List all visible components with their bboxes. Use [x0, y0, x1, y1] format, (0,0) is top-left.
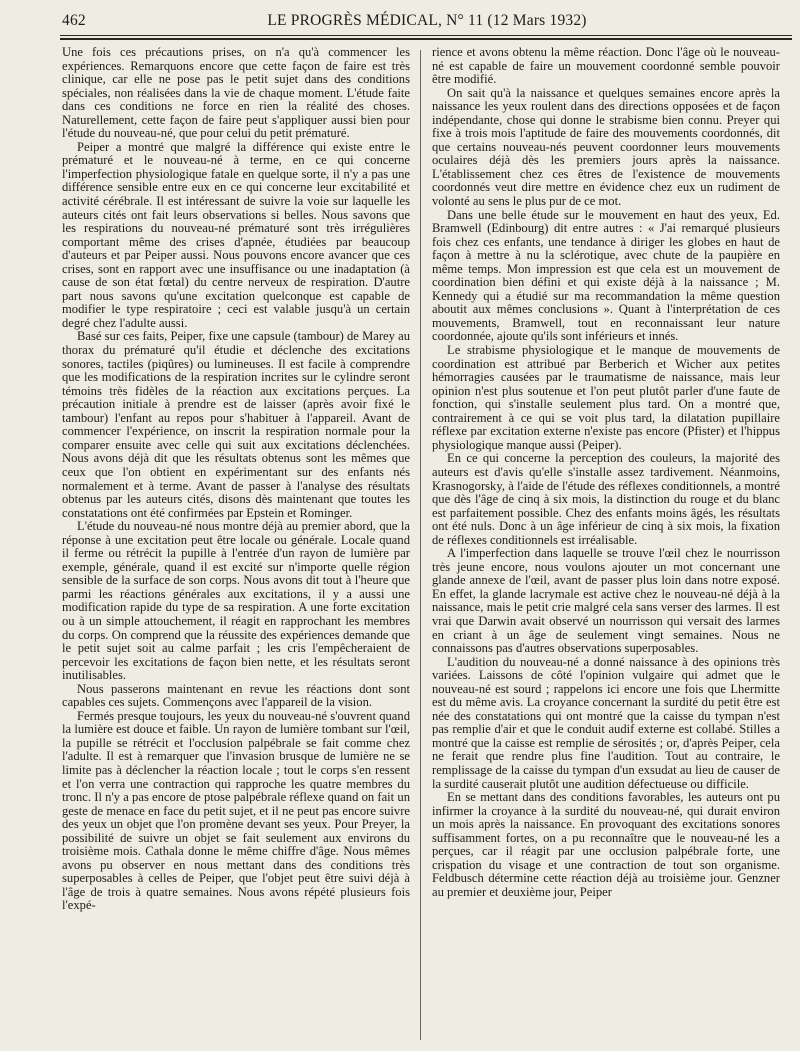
paragraph: Peiper a montré que malgré la différence qui existe entre le prématuré et le nouveau-né à terme, en ce qui concerne l'imperfection physiologique fatale en quelque sorte, il n'y a pas une différence sensible entre eux en ce qui concerne leur excitabilité et activité cérébrale. Il est intéressant de suivre la voie sur laquelle les auteurs cités ont fait leurs observations si belles. Nous savons que les respirations du nouveau-né prématuré sont très irrégulières comportant même des crises d'apnée, étudiées par beaucoup d'auteurs et par Peiper aussi. Nous pouvons encore avancer que ces crises, sont en rapport avec une insuffisance ou une inadaptation (à cause de son état fœtal) du centre nerveux de respiration. D'autre part nous savons qu'une excitation quelconque est capable de modifier le type respiratoire ; ceci est valable jusqu'à un certain degré chez l'adulte aussi. — [62, 139, 410, 330]
paragraph: Basé sur ces faits, Peiper, fixe une capsule (tambour) de Marey au thorax du prématuré qu'il étudie et déclenche des excitations sonores, tactiles (piqûres) ou lumineuses. Il est facile à comprendre que les modifications de la respiration incrites sur le cylindre seront témoins très fidèles de la réaction aux excitations perçues. La précaution initiale à prendre est de laisser (après avoir fixé le tambour) l'enfant au repos pour s'habituer à l'appareil. Avant de commencer l'expérience, on inscrit la respiration normale pour la comparer ensuite avec celle qui suit aux excitations déclenchées. Nous avons déjà dit que les résultats obtenus sont les mêmes que ceux que l'on obtient en expérimentant sur des enfants nés normalement et à terme. Avant de passer à l'analyse des résultats obtenus par les auteurs cités, disons dès maintenant que toutes les constatations ont été confirmées par Epstein et Rominger. — [62, 329, 410, 520]
header-rule-thin — [60, 35, 792, 36]
page-header — [62, 12, 792, 34]
header-rule-thick — [60, 38, 792, 40]
paragraph: En ce qui concerne la perception des couleurs, la majorité des auteurs est d'avis qu'elle s'installe assez tardivement. Néanmoins, Krasnogorsky, à l'aide de l'étude des réflexes conditionnels, a montré que dès l'âge de cinq à six mois, la distinction du rouge et du blanc est parfaitement possible. Chez des enfants moins âgés, les résultats ont été nuls. Donc à un âge inférieur de cinq à six mois, la fixation de réflexes conditionnels est irréalisable. — [432, 451, 780, 547]
paragraph: Fermés presque toujours, les yeux du nouveau-né s'ouvrent quand la lumière est douce et faible. Un rayon de lumière tombant sur l'œil, la pupille se rétrécit et l'occlusion palpébrale se fait comme chez l'adulte. Il est à remarquer que l'invasion brusque de lumière ne se limite pas à déclencher la réaction locale ; tout le corps s'en ressent et l'on verra une contraction qui rapproche les quatre membres du tronc. Il n'y a pas encore de ptose palpébrale réflexe quand on fait un geste de menace en face du petit sujet, et il ne peut pas encore suivre des yeux un objet que l'on promène devant ses yeux. Pour Preyer, la possibilité de suivre un objet se fait seulement aux environs du troisième mois. Cathala donne le même chiffre d'âge. Nous mêmes avons pu observer en nous mettant dans des conditions très superposables à celles de Peiper, que l'objet peut être suivi déjà à l'âge de trois à quatre semaines. Nous avons répété plusieurs fois l'expé- — [62, 708, 410, 913]
paragraph: Dans une belle étude sur le mouvement en haut des yeux, Ed. Bramwell (Edinbourg) dit entre autres : « J'ai remarqué plusieurs fois chez ces enfants, une tendance à diriger les globes en haut de façon à mettre à nu la sclérotique, avec chute de la paupière en même temps. Mon impression est que cela est un mouvement de coordination bien défini et qui existe déjà à la naissance ; M. Kennedy qui a étudié sur ma recommandation la même question aboutit aux mêmes conclusions ». Quant à l'interprétation de ces mouvements, Bramwell, tout en reconnaissant leur nature coordonnée, ajoute qu'ils sont inférieurs et innés. — [432, 207, 780, 344]
paragraph: L'étude du nouveau-né nous montre déjà au premier abord, que la réponse à une excitation peut être locale ou générale. Locale quand il ferme ou rétrécit la pupille à l'entrée d'un rayon de lumière par exemple, générale, quand il est excité sur n'importe quelle région sensible de la surface de son corps. Nous avons dit tout à l'heure que parmi les réactions générales aux excitations, il y a aussi une modification rapide du type de sa respiration. A une forte excitation ou à un simple attouchement, il réagit en rapprochant les membres du corps. On comprend que la réussite des expériences demande que le petit sujet soit au calme parfait ; les cris l'empêcheraient de percevoir les excitations de façon bien nette, et les résultats seront inutilisables. — [62, 519, 410, 683]
paragraph: En se mettant dans des conditions favorables, les auteurs ont pu infirmer la croyance à la surdité du nouveau-né, qui durait environ un mois après la naissance. En provoquant des excitations sonores suffisamment fortes, on a pu reconnaître que le nouveau-né les a perçues, car il réagit par une occlusion palpébrale forte, une crispation du visage et une contraction de tout son organisme. Feldbusch détermine cette réaction déjà au troisième jour. Genzner au premier et deuxième jour, Peiper — [432, 790, 780, 899]
paragraph: A l'imperfection dans laquelle se trouve l'œil chez le nourrisson très jeune encore, nous voulons ajouter un mot concernant une glande annexe de l'œil, avant de passer plus loin dans notre exposé. En effet, la glande lacrymale est active chez le nouveau-né déjà à la naissance, mais le petit crie malgré cela sans verser des larmes. Il est vrai que Darwin avait observé un nourrisson qui versait des larmes en criant à un âge de seulement vingt semaines. Nous ne connaissons pas d'autres observations superposables. — [432, 546, 780, 656]
column-divider — [420, 50, 421, 1040]
page-number: 462 — [62, 12, 86, 29]
paragraph: L'audition du nouveau-né a donné naissance à des opinions très variées. Laissons de côté l'opinion vulgaire qui admet que le nouveau-né est sourd ; rappelons ici encore une fois que Lhermitte est du même avis. La croyance concernant la surdité du petit être est née des constatations qui ont montré que la caisse du tympan n'est pas remplie d'air et que le conduit audif externe est collabé. Stilles a montré que la caisse est remplie de sérosités ; or, d'après Peiper, cela ne ferait que rendre plus fine l'audition. Tout au contraire, le remplissage de la caisse du tympan d'un exsudat au lieu de causer de la surdité causerait plutôt une audition défectueuse ou difficile. — [432, 654, 780, 791]
paragraph: Nous passerons maintenant en revue les réactions dont sont capables ces sujets. Commençons avec l'appareil de la vision. — [62, 681, 410, 710]
paragraph: On sait qu'à la naissance et quelques semaines encore après la naissance les yeux roulent dans des directions opposées et de façon indépendante, chose qui donne le strabisme bien connu. Preyer qui fixe à trois mois l'aptitude de faire des mouvements coordonnés, dit que certains nouveau-nés peuvent coordonner leurs mouvements oculaires déjà dès les premiers jours après la naissance. L'établissement chez ces êtres de l'existence de mouvements coordonnés veut dire mettre en évidence chez eux un rudiment de volonté au sens le plus pur de ce mot. — [432, 85, 780, 209]
left-column — [62, 46, 410, 1042]
right-column — [432, 46, 780, 1042]
paragraph: rience et avons obtenu la même réaction. Donc l'âge où le nouveau-né est capable de faire un mouvement coordonné semble pouvoir être modifié. — [432, 46, 780, 87]
paragraph: Une fois ces précautions prises, on n'a qu'à commencer les expériences. Remarquons encore que cette façon de faire est très clinique, car elle ne pose pas le petit sujet dans des conditions spéciales, non réalisées dans la vie de chaque moment. L'étude faite dans ces conditions ne force en rien la réalité des choses. Naturellement, cette façon de faire peut s'appliquer aussi bien pour l'étude du nouveau-né, que pour celui du petit prématuré. — [62, 46, 410, 141]
paragraph: Le strabisme physiologique et le manque de mouvements de coordination est attribué par Berberich et Wicher aux petites hémorragies causées par le traumatisme de naissance, mais leur opinion n'est plus soutenue et l'on peut plutôt parler d'une faute de fonction, qui s'installe seulement plus tard. On a montré que, contrairement à ce qui se voit plus tard, la dilatation pupillaire réflexe par excitation externe n'existe pas encore (Pfister) et l'hippus physiologique manque aussi (Peiper). — [432, 343, 780, 452]
journal-title: LE PROGRÈS MÉDICAL, N° 11 (12 Mars 1932) — [267, 12, 587, 29]
